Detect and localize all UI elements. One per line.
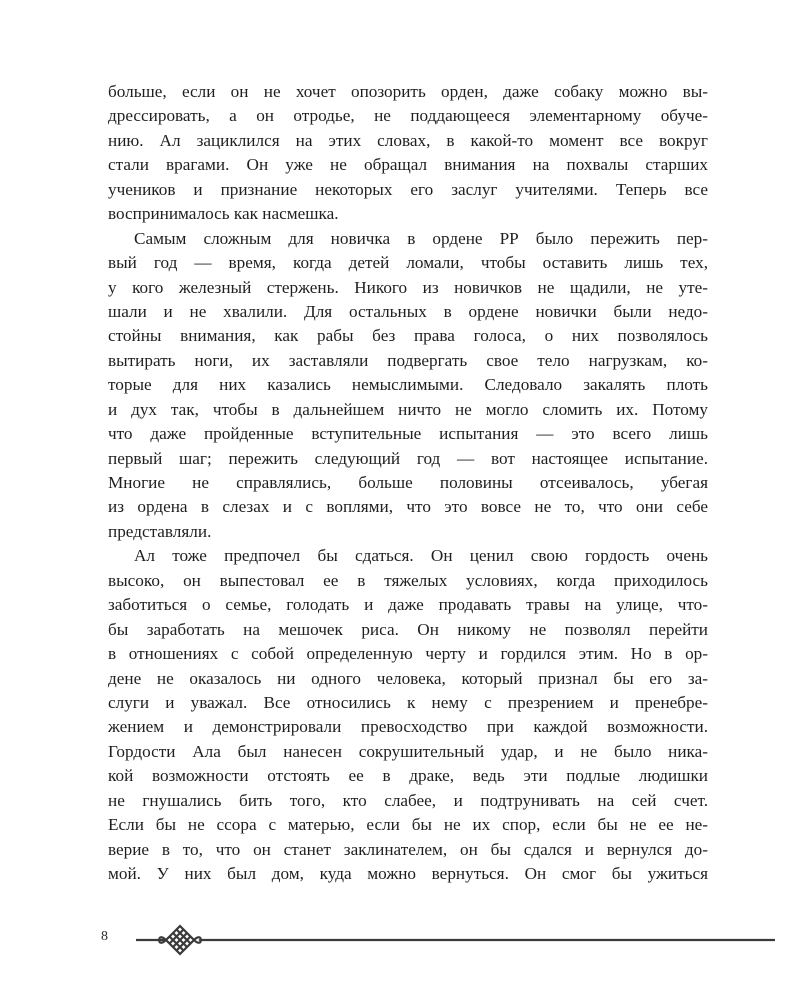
endless-knot-icon [159, 926, 200, 954]
text-line: и дух так, чтобы в дальнейшем ничто не могло сломить их. Потому [108, 399, 708, 419]
text-line: дрессировать, а он отродье, не поддающееся элементарному обуче- [108, 106, 708, 126]
paragraph-start-line: Ал тоже предпочел бы сдаться. Он ценил свою гордость очень [134, 546, 708, 566]
text-line: что даже пройденные вступительные испытания — это всего лишь [108, 424, 708, 444]
text-line: вый год — время, когда детей ломали, чтобы оставить лишь тех, [108, 253, 708, 273]
text-line: в отношениях с собой определенную черту и гордился этим. Но в ор- [108, 644, 708, 664]
text-line: заботиться о семье, голодать и даже продавать травы на улице, что- [108, 595, 708, 615]
text-line: верие в то, что он станет заклинателем, он бы сдался и вернулся до- [108, 839, 708, 859]
text-line: жением и демонстрировали превосходство при каждой возможности. [108, 717, 708, 737]
text-line: представляли. [108, 521, 212, 541]
text-line: слуги и уважал. Все относились к нему с презрением и пренебре- [108, 692, 708, 712]
text-line: Гордости Ала был нанесен сокрушительный удар, и не было ника- [108, 741, 708, 761]
text-line: Если бы не ссора с матерью, если бы не их спор, если бы не ее не- [108, 815, 708, 835]
text-line: вытирать ноги, их заставляли подвергать свое тело нагрузкам, ко- [108, 350, 708, 370]
text-line: у кого железный стержень. Никого из новичков не щадили, не уте- [108, 277, 708, 297]
text-line: шали и не хвалили. Для остальных в ордене новички были недо- [108, 301, 708, 321]
text-line: не гнушались бить того, кто слабее, и подтрунивать на сей счет. [108, 790, 708, 810]
paragraph-start-line: Самым сложным для новичка в ордене РР было пережить пер- [134, 228, 708, 248]
text-line: воспринималось как насмешка. [108, 204, 339, 224]
text-line: нию. Ал зациклился на этих словах, в какой-то момент все вокруг [108, 130, 708, 150]
text-line: дене не оказалось ни одного человека, который признал бы его за- [108, 668, 708, 688]
text-line: стойны внимания, как рабы без права голоса, о них позволялось [108, 326, 708, 346]
text-line: мой. У них был дом, куда можно вернуться. Он смог бы ужиться [108, 864, 708, 883]
text-line: бы заработать на мешочек риса. Он никому не позволял перейти [108, 619, 708, 639]
text-line: торые для них казались немыслимыми. Следовало закалять плоть [108, 375, 708, 395]
text-line: стали врагами. Он уже не обращал внимания на похвалы старших [108, 155, 708, 175]
text-line: больше, если он не хочет опозорить орден, даже собаку можно вы- [108, 82, 708, 101]
page-body-text [108, 80, 708, 886]
text-line: первый шаг; пережить следующий год — вот настоящее испытание. [108, 448, 708, 468]
text-line: из ордена в слезах и с воплями, что это вовсе не то, что они себе [108, 497, 708, 517]
text-line: кой возможности отстоять ее в драке, ведь эти подлые людишки [108, 766, 708, 786]
text-line: Многие не справлялись, больше половины отсеивалось, убегая [108, 473, 708, 492]
page-footer [0, 920, 800, 960]
page-number: 8 [101, 929, 108, 944]
text-line: высоко, он выпестовал ее в тяжелых условиях, когда приходилось [108, 570, 708, 590]
footer-ornament [0, 920, 800, 960]
text-line: учеников и признание некоторых его заслуг учителями. Теперь все [108, 179, 708, 199]
